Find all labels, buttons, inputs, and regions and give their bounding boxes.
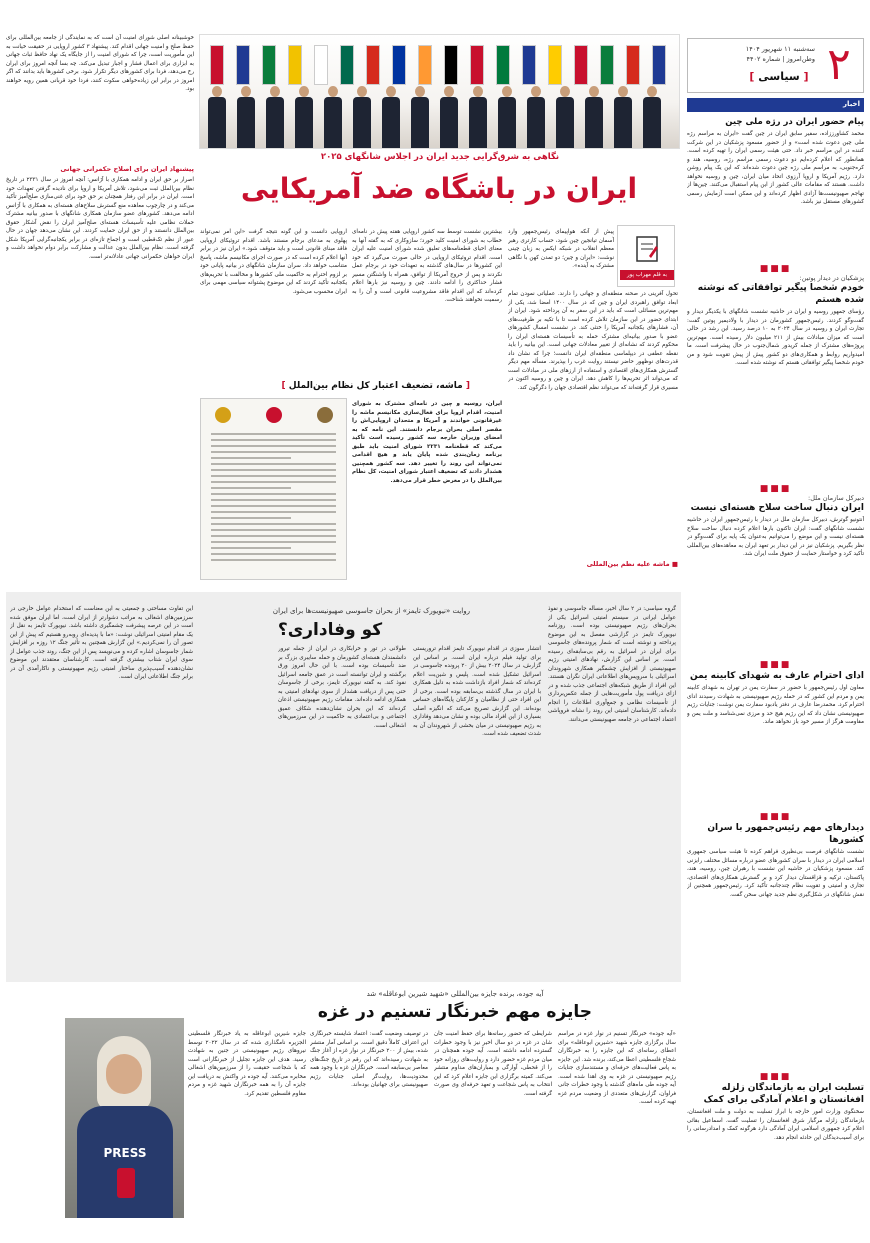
letter-text-line xyxy=(211,493,336,495)
main-headline: ایران در باشگاه ضد آمریکایی xyxy=(240,172,638,205)
article-col2: بیشترین نشست توسط سه کشور اروپایی هفته پیش در نامه‌ای خطاب به شورای امنیت کلید خورد؛ سازوکاری که به گفته آنها به معنای احیای قطعنامه‌های تعلیق شده شورای امنیت علیه ایران است. اقدام تروئیکای اروپایی در حالی صورت می‌گیرد که خود این کشورها در سال‌های گذشته به تعهدات خود در برجام عمل نکردند و پس از خروج آمریکا از توافق، همراه با واشنگتن مسیر فشار حداکثری را ادامه دادند. چین و روسیه نیز بارها اعلام کرده‌اند که این اقدام فاقد مشروعیت قانونی است و آن را به رسمیت نخواهند شناخت. xyxy=(352,229,502,303)
reporter-photo xyxy=(65,1018,184,1218)
separator-dots-icon: ■■■ xyxy=(759,484,792,494)
china-emblem-icon xyxy=(215,407,231,423)
news-item xyxy=(687,116,864,265)
joint-letter-image xyxy=(200,398,347,580)
person-figure xyxy=(440,86,458,148)
person-figure xyxy=(324,86,342,148)
person-figure xyxy=(614,86,632,148)
news-headline: ایران دنبال ساخت سلاح هسته‌ای نیست xyxy=(690,503,864,513)
news-kicker: پزشکیان در دیدار پوتین: xyxy=(799,274,864,282)
person-figure xyxy=(585,86,603,148)
article-col1-top: پیش از آنکه هواپیمای رئیس‌جمهور وارد آسمان تیانجین چین شود، حساب کارتری رهبر معظم انقلاب در شبکه ایکس به زبان چینی نوشت: «ایران و چین؛ دو تمدن کهن با نگاهی مشترک به آینده». xyxy=(508,229,614,269)
person-figure xyxy=(266,86,284,148)
mid-col4: این تفاوت مساحتی و جمعیتی به این معناست که استخدام عوامل خارجی در سرزمین‌های اشغالی به مراتب دشوارتر از ایران است، اما ایران موفق شده است در این عرصه پیشرفت چشمگیری داشته باشد. نیویورک تایمز به نقل از یک مقام امنیتی اسرائیلی نوشت: «ما با پدیده‌ای روبه‌رو هستیم که پیش از این تصور آن را نمی‌کردیم.» این گزارش همچنین به تأثیر جنگ ۱۲ روزه بر افزایش شمار جاسوسان اشاره کرده و می‌نویسد پس از این جنگ، روند جذب عوامل از سوی ایران شتاب بیشتری گرفته است. کارشناسان معتقدند این موضوع نشان‌دهنده آسیب‌پذیری ساختار امنیتی رژیم صهیونیستی و ناکارآمدی آن در برابر جنگ اطلاعاتی ایران است. xyxy=(10,606,193,680)
mid-col1: گروه سیاسی: در ۲ سال اخیر، مسأله جاسوسی و نفوذ عوامل ایرانی در سیستم امنیتی اسرائیل یکی از بحران‌های رژیم صهیونیستی بوده است. روزنامه نیویورک تایمز در گزارشی مفصل به این موضوع پرداخته و نوشته است که شمار پرونده‌های جاسوسی برای ایران در اسرائیل به رقم بی‌سابقه‌ای رسیده است. بر اساس این گزارش، نهادهای امنیتی رژیم صهیونیستی از افزایش چشمگیر همکاری شهروندان اسرائیلی با سرویس‌های اطلاعاتی ایران نگران هستند. این افراد از طریق شبکه‌های اجتماعی جذب شده و در ازای دریافت پول مأموریت‌هایی از جمله عکس‌برداری از تأسیسات نظامی و جمع‌آوری اطلاعات را انجام داده‌اند. کارشناسان امنیتی این روند را نشانه فروپاشی اعتماد اجتماعی در جامعه صهیونیستی می‌دانند. xyxy=(548,606,676,723)
flag-icon xyxy=(444,45,458,85)
news-body: نشست شانگهای فرصت بی‌نظیری فراهم کرده تا هیئت سیاسی جمهوری اسلامی ایران در دیدار با سران کشورهای عضو درباره مسائل مختلف رایزنی کند. مسعود پزشکیان در حاشیه این نشست با رهبران چین، روسیه، هند، پاکستان، ترکیه و قزاقستان دیدار کرد و بر گسترش همکاری‌های اقتصادی، تجاری و امنیتی و تقویت نظام چندجانبه تأکید کرد. رئیس‌جمهور همچنین از نقش شانگهای در شکل‌گیری نظم جدید جهانی سخن گفت. xyxy=(687,849,864,898)
bottom-col1: «آیه جوده» خبرنگار تسنیم در نوار غزه در مراسم سال برگزاری جایزه شهید «شیرین ابوعاقله» برای اعطای رسانه‌ای که این جایزه را به خبرنگاران شجاع فلسطینی اعطا می‌کند، برنده شد. این جایزه به پاس فعالیت‌های حرفه‌ای و مستندسازی جنایات رژیم صهیونیستی در غزه به وی اهدا شده است. آیه جوده طی ماه‌های گذشته با وجود خطرات جانی فراوان، گزارش‌های متعددی از وضعیت مردم غزه تهیه کرده است. xyxy=(558,1031,676,1105)
person-figure xyxy=(527,86,545,148)
separator-dots-icon: ■■■ xyxy=(759,660,792,670)
news-item xyxy=(687,1072,864,1208)
news-body: سخنگوی وزارت امور خارجه با ابراز تسلیت به دولت و ملت افغانستان، بازماندگان زلزله مرگبار شرق افغانستان را تسلیت گفت. اسماعیل بقائی اعلام کرد جمهوری اسلامی ایران آمادگی دارد هرگونه کمک و امدادرسانی را برای آسیب‌دیدگان این حادثه انجام دهد. xyxy=(687,1109,864,1141)
person-figure xyxy=(498,86,516,148)
press-label: PRESS xyxy=(103,1146,147,1160)
section-name: سیاسی xyxy=(758,70,800,83)
bottom-col4: جایزه شیرین ابوعاقله به یاد خبرنگار فلسطینی الجزیره نامگذاری شده که در سال ۲۰۲۲ توسط نیروهای رژیم صهیونیستی در جنین به شهادت رسید. هدف این جایزه تجلیل از خبرنگارانی است که با شجاعت حقیقت را از سرزمین‌های اشغالی مخابره می‌کنند. آیه جوده در واکنش به دریافت این جایزه آن را به همه خبرنگاران شهید غزه و مردم مقاوم فلسطین تقدیم کرد. xyxy=(188,1031,306,1097)
letter-text-line xyxy=(211,439,336,441)
letter-text-line xyxy=(211,559,336,561)
microphone-icon xyxy=(117,1168,135,1198)
person-figure xyxy=(208,86,226,148)
date-line: سه‌شنبه ۱۱ شهریور ۱۴۰۴ xyxy=(745,45,815,53)
article-col3: اروپایی دانست و این گونه نتیجه گرفت «این امر نمی‌تواند پهلوی به مدعای برجام مستند باشد. اقدام تروئیکای اروپایی فاقد مبنای قانونی است و باید متوقف شود.» ایران نیز در برابر آنها اعلام کرده است که در صورت اجرای مکانیسم ماشه، پاسخ متناسب خواهد داد. سران سازمان شانگهای در بیانیه پایانی خود بر لزوم احترام به حاکمیت ملی کشورها و مخالفت با تحریم‌های یکجانبه تأکید کردند که این موضوع پشتوانه سیاسی مهمی برای ایران محسوب می‌شود. xyxy=(200,229,347,295)
letter-text-line xyxy=(211,535,336,537)
pen-icon xyxy=(634,234,660,264)
letter-text-line xyxy=(211,463,336,465)
news-item xyxy=(687,812,864,1054)
column-body-bottom: اصرار بر حق ایران و ادامه همکاری با آژانس: آنچه امروز در سال ۲۳۳۱ در تاریخ نظام بین‌الملل ثبت می‌شود، تلاش آمریکا و اروپا برای نادیده گرفتن تعهدات خود است. ایران در برابر این رفتار همچنان بر حق خود برای غنی‌سازی صلح‌آمیز تأکید می‌کند و در چارچوب معاهده منع گسترش سلاح‌های هسته‌ای به همکاری با آژانس ادامه می‌دهد. کشورهای عضو سازمان همکاری شانگهای با صدور بیانیه مشترک حملات نظامی علیه تأسیسات هسته‌ای صلح‌آمیز ایران را نقض آشکار حقوق بین‌الملل دانستند و از حق ایران حمایت کردند. این نشان می‌دهد جهان در حال عبور از نظم تک‌قطبی است و اجماع تازه‌ای در برابر یکجانبه‌گرایی آمریکا شکل گرفته است. نظام بین‌الملل بدون عدالت و مشارکت برابر دوام نخواهد داشت و ایران خواهان حکمرانی جهانی عادلانه‌تر است. xyxy=(6,177,194,260)
mid-headline: کو وفاداری؟ xyxy=(277,620,383,640)
separator-dots-icon: ■■■ xyxy=(759,1072,792,1082)
letter-text-line xyxy=(211,469,336,471)
bottom-kicker: آیه جوده، برنده جایزه بین‌المللی «شهید شیرین ابوعاقله» شد xyxy=(366,990,544,998)
letter-text-line xyxy=(211,547,291,549)
news-body: معاون اول رئیس‌جمهور با حضور در سفارت یمن در تهران به شهدای کابینه یمن و مردم این کشور که در حمله رژیم صهیونیستی به شهادت رسیدند ادای احترام کرد. محمدرضا عارف در دفتر یادبود سفارت یمن نوشت: جنایات رژیم صهیونیستی نشان داد که این رژیم هیچ حد و مرزی نمی‌شناسد و ملت یمن و مقاومت هرگز از مسیر خود باز نخواهد ماند. xyxy=(687,685,864,725)
letter-text-line xyxy=(211,481,336,483)
flag-icon xyxy=(210,45,224,85)
author-name: به قلم مهراب پور xyxy=(620,270,674,280)
news-item xyxy=(687,660,864,794)
summit-group-photo xyxy=(199,34,680,149)
person-figure xyxy=(469,86,487,148)
person-figure xyxy=(382,86,400,148)
flag-icon xyxy=(262,45,276,85)
article-subhead: ■ ماشه علیه نظم بین‌المللی xyxy=(586,560,678,568)
news-headline: دیدارهای مهم رئیس‌جمهور با سران کشورها xyxy=(707,823,864,845)
letter-text-line xyxy=(211,475,336,477)
letter-text-line xyxy=(211,511,336,513)
letter-text-line xyxy=(211,553,336,555)
issue-line: وطن‌امروز | شماره ۴۴۰۲ xyxy=(746,55,815,63)
column-body-top: خوشبینانه اصلی شورای امنیت آن است که به نمایندگی از جامعه بین‌المللی برای حفظ صلح و امنیت جهانی اقدام کند. پیشنهاد ۳ کشور اروپایی در حقیقت خیانت به این مأموریت است، چرا که شورای امنیت را از جایگاه یک نهاد حافظ ثبات جهانی به ابزاری برای اعمال فشار و اجبار تبدیل می‌کند. چه بسا آنچه امروز برای ایران رخ می‌دهد، فردا برای کشورهای دیگر تکرار شود. برخی کشورها باید بدانند که اگر امروز در برابر این زیاده‌خواهی سکوت کنند، فردا خود قربانی همین رویه خواهند بود. xyxy=(6,35,194,92)
letter-text-line xyxy=(211,487,291,489)
letter-text-line xyxy=(211,433,336,435)
press-vest xyxy=(77,1106,173,1218)
flag-icon xyxy=(392,45,406,85)
letter-text-line xyxy=(211,517,291,519)
news-headline: پیام حضور ایران در رژه ملی چین xyxy=(725,117,864,127)
section-label: [ سیاسی ] xyxy=(749,70,809,83)
article-body: تحول آفرینی در صحنه منطقه‌ای و جهانی را دارند. عملیاتی نمودن تمام ابعاد توافق راهبردی ایران و چین که در سال ۱۴۰۰ امضا شد، یکی از مهم‌ترین مسائلی است که باید در این سفر به آن پرداخته شود. ایران از ابتدای حضور در این سازمان تلاش کرده است تا با تکیه بر ظرفیت‌های آن، فشارهای یکجانبه آمریکا را خنثی کند. در نشست امسال کشورهای عضو با صدور بیانیه‌ای مشترک حمله به تأسیسات هسته‌ای ایران را محکوم کردند که نشانه‌ای از تغییر معادلات جهانی است. این بیانیه را باید نقطه عطفی در دیپلماسی منطقه‌ای ایران دانست؛ چرا که نشان داد قدرت‌های نوظهور حاضر نیستند روایت غرب را بپذیرند. مسأله مهم دیگر گسترش همکاری‌های اقتصادی و استفاده از ارزهای ملی در مبادلات است که می‌تواند اثر تحریم‌ها را کاهش دهد. ایران و چین و روسیه اکنون در مسیری قرار گرفته‌اند که می‌تواند نظم اقتصادی جهان را دگرگون کند. xyxy=(508,291,678,391)
left-column xyxy=(6,34,194,604)
photo-caption: نگاهی به شرق‌گرایی جدید ایران در اجلاس شانگهای ۲۰۲۵ xyxy=(320,152,560,162)
mid-kicker: روایت «نیویورک تایمز» از بحران جاسوسی صهیونیست‌ها برای ایران xyxy=(272,607,470,615)
masthead xyxy=(687,38,864,93)
flag-icon xyxy=(314,45,328,85)
flag-icon xyxy=(418,45,432,85)
box-heading: [ ماشه، تضعیف اعتبار کل نظام بین‌الملل ] xyxy=(281,381,470,391)
box-body: ایران، روسیه و چین در نامه‌ای مشترک به شورای امنیت، اقدام اروپا برای فعال‌سازی مکانیسم ماشه را غیرقانونی خواندند و آمریکا و متحدان اروپایی‌اش را مقصر اصلی بحران برجام دانستند. این نامه که به امضای وزیران خارجه سه کشور رسیده است تأکید می‌کند که قطعنامه ۲۲۳۱ شورای امنیت باید طبق برنامه زمان‌بندی شده پایان یابد و هیچ اقدامی نمی‌تواند این روند را تغییر دهد. سه کشور همچنین هشدار دادند که تضعیف اعتبار شورای امنیت، کل نظام بین‌الملل را در معرض خطر قرار می‌دهد. xyxy=(352,401,502,484)
news-body: آنتونیو گوترش، دبیرکل سازمان ملل در دیدار با رئیس‌جمهور ایران در حاشیه نشست شانگهای گفت: ایران تاکنون بارها اعلام کرده دنبال ساخت سلاح هسته‌ای نیست و این موضع را می‌توانیم به‌عنوان یک پایه برای گفت‌وگو در نظر بگیریم. پزشکیان نیز در این دیدار بر تعهد ایران به معاهده‌های بین‌المللی تأکید کرد و خواستار حمایت از حقوق ملت ایران شد. xyxy=(687,517,864,557)
person-figure xyxy=(237,86,255,148)
letter-text-line xyxy=(211,451,336,453)
separator-dots-icon: ■■■ xyxy=(759,264,792,274)
flag-icon xyxy=(470,45,484,85)
flag-icon xyxy=(366,45,380,85)
person-figure xyxy=(411,86,429,148)
news-kicker: دبیرکل سازمان ملل: xyxy=(808,494,864,502)
person-figure xyxy=(556,86,574,148)
bottom-col3: در توصیف وضعیت گفت: اعتماد شایسته خبرنگاری این اعتراف کاملاً دقیق است. بر اساس آمار منتشر شده، بیش از ۲۰۰ خبرنگار در نوار غزه از آغاز جنگ به شهادت رسیده‌اند که این رقم در تاریخ جنگ‌های معاصر بی‌سابقه است. خبرنگاران غزه با وجود همه محدودیت‌ها، روایت‌گر اصلی جنایات رژیم صهیونیستی برای جهانیان بوده‌اند. xyxy=(310,1031,428,1088)
letter-text-line xyxy=(211,523,336,525)
news-headline: تسلیت ایران به بازماندگان زلزله افغانستان و اعلام آمادگی برای کمک xyxy=(703,1083,864,1105)
bottom-headline: جایزه مهم خبرنگار تسنیم در غزه xyxy=(317,1002,593,1022)
letter-text-line xyxy=(211,499,336,501)
flag-icon xyxy=(340,45,354,85)
iran-emblem-icon xyxy=(266,407,282,423)
news-headline: ادای احترام عارف به شهدای کابینه یمن xyxy=(690,671,864,681)
news-tag xyxy=(687,98,864,112)
article-col1 xyxy=(508,290,678,582)
flag-icon xyxy=(496,45,510,85)
flag-icon xyxy=(626,45,640,85)
reporter-face xyxy=(106,1054,142,1094)
letter-text-line xyxy=(211,529,336,531)
news-body: رؤسای جمهور روسیه و ایران در حاشیه نشست شانگهای با یکدیگر دیدار و گفت‌وگو کردند. رئیس‌جمهور کشورمان در دیدار با ولادیمیر پوتین گفت: تجارت ایران و روسیه در سال ۲۰۲۴ به ۱۰ درصد رسید. این رشد در حالی است که میزان مبادلات بیش از ۲۱۱ میلیون دلار رسیده است. مهم‌ترین پروژه‌های مشترک از جمله کریدور شمال‌جنوب در حال پیشرفت است. ما امیدواریم روابط و همکاری‌های دو کشور پیش از پیش تقویت شود و من خودم شخصا پیگیر توافقاتی هستم که نوشته شده است. xyxy=(687,309,864,366)
author-box xyxy=(617,225,675,287)
page-number: ۲ xyxy=(827,39,851,90)
person-figure xyxy=(295,86,313,148)
flag-icon xyxy=(522,45,536,85)
letter-text-line xyxy=(211,541,336,543)
flag-icon xyxy=(574,45,588,85)
mid-col2: انتشار سوزی در اقدام نیویورک تایمز اقدام تروریستی برای تولید فیلم درباره ایران است. بر اساس این گزارش، در سال ۲۰۲۴ بیش از ۲۰ پرونده جاسوسی در اسرائیل تشکیل شده است. پلیس و شین‌بت اعلام کرده‌اند که شمار افراد بازداشت شده به دلیل همکاری با ایران در سال گذشته بی‌سابقه بوده است. برخی از این افراد حتی از نظامیان و کارکنان پایگاه‌های حساس بوده‌اند. این گزارش تصریح می‌کند که انگیزه اصلی بسیاری از این افراد مالی بوده و نشان می‌دهد وفاداری به رژیم صهیونیستی در میان بخشی از شهروندان آن به شدت تضعیف شده است. xyxy=(413,646,541,737)
right-news-column xyxy=(687,32,864,1212)
letter-text-line xyxy=(211,457,291,459)
letter-text-line xyxy=(211,445,336,447)
column-subheading: پیشنهاد ایران برای اصلاح حکمرانی جهانی xyxy=(60,165,194,173)
flag-icon xyxy=(652,45,666,85)
news-item xyxy=(687,264,864,468)
person-figure xyxy=(353,86,371,148)
news-headline: خودم شخصا پیگیر توافقاتی که نوشته شده هستم xyxy=(697,283,864,305)
news-item xyxy=(687,484,864,634)
flag-icon xyxy=(600,45,614,85)
box-heading-text: ماشه، تضعیف اعتبار کل نظام بین‌الملل xyxy=(288,381,463,391)
flag-icon xyxy=(288,45,302,85)
russia-emblem-icon xyxy=(317,407,333,423)
news-tag-label: اخبار xyxy=(843,100,860,108)
bottom-col2: شرایطی که حضور رسانه‌ها برای حفظ امنیت جان شان در غزه در دو سال اخیر نیز با وجود خطرات گسترده ادامه داشته است. آیه جوده همچنان در میان مردم غزه حضور دارد و روایت‌های روزانه خود را از قحطی، آوارگی و بمباران‌های مداوم منتشر می‌کند. کمیته برگزاری این جایزه اعلام کرد که این انتخاب به پاس شجاعت و تعهد حرفه‌ای وی صورت گرفته است. xyxy=(434,1031,552,1097)
news-body: محمد کشاورززاده، سفیر سابق ایران در چین گفت «ایران به مراسم رژه ملی چین دعوت شده است» و از حضور مسعود پزشکیان در این شرکت کننده در این مراسم خبر داد. حتی هیئت رسمی ایران را تهیه کرده است. همانطور که اعلام کرده‌ایم دو دعوت رسمی مراسم رژه، روسیه، هند و کره‌جنوبی، به مراسم ملی رژه چین دعوت شده‌اند که این یک پیام روشن دارد. رژیم آمریکا و اروپا آرزوی اتحاد میان ایران، چین و روسیه نخواهد داشت. هستند که مقامات عالی کشور از این پیام استقبال می‌کنند. چین‌ها از تهاجم صهیونیست‌ها آزادی اظهار کرده‌اند و این ممکن است آزمایش رسمی کشورهای مستقل نیز باشد. xyxy=(687,131,864,205)
flag-icon xyxy=(548,45,562,85)
mid-col3: طولانی در تور و خرابکاری در ایران از جمله تیرور دانشمندان هسته‌ای کشورمان و حمله سایبری بزرگ بر ضد تأسیسات بوده است. با این حال امروز ورق برگشته و ایران توانسته است در عمق جامعه اسرائیل نفوذ کند. به گفته نیویورک تایمز، برخی از جاسوسان حتی پس از دریافت هشدار از سوی نهادهای امنیتی به همکاری ادامه داده‌اند. مقامات رژیم صهیونیستی اذعان کرده‌اند که این بحران نشان‌دهنده شکاف عمیق اجتماعی و بی‌اعتمادی به حاکمیت در این سرزمین‌های اشغالی است. xyxy=(278,646,406,729)
flag-icon xyxy=(236,45,250,85)
letter-text-line xyxy=(211,505,336,507)
person-figure xyxy=(643,86,661,148)
separator-dots-icon: ■■■ xyxy=(759,812,792,822)
